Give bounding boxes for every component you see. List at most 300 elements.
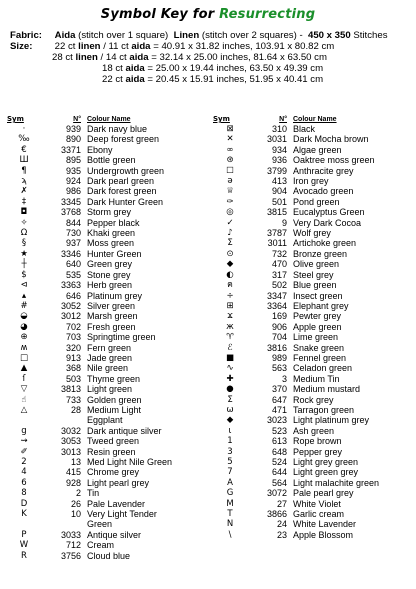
color-name: Dark pearl green [87,176,155,187]
fabric-aida-note: (stitch over 1 square) [78,30,169,41]
color-name: Light grey green [293,457,359,467]
color-name: Storm grey [87,207,132,218]
symbol-cell: △ [20,404,28,415]
table-row [7,551,207,561]
color-number-cell: 3033 [60,529,81,540]
table-row [7,280,207,290]
color-number-cell: 732 [271,248,287,259]
color-name-cell [87,166,207,176]
color-name-cell [293,291,413,301]
color-name: Medium Light [87,404,142,415]
color-number-cell: 3 [281,373,287,384]
symbol-cell: Σ [227,394,233,405]
symbol-cell: ✗ [20,186,28,197]
color-name: Med Light Nile Green [87,457,173,467]
color-name: Resin green [87,446,136,457]
color-name-cell [87,176,207,186]
fabric-stitches: 450 x 350 [308,30,351,41]
page-title [0,7,416,22]
symbol-key-table-left [7,115,207,561]
color-number-cell: 986 [65,186,81,197]
table-row [7,447,207,457]
color-number-cell: 524 [271,457,287,467]
table-row [7,207,207,217]
color-name: Fern green [87,342,132,353]
color-number-cell: 317 [271,269,287,280]
color-name: Chrome grey [87,467,140,478]
color-number-cell: 563 [271,363,287,374]
color-name-cell [87,301,207,311]
color-name-cell [87,134,207,144]
symbol-cell: ◘ [20,207,28,218]
color-number-cell: 370 [271,384,287,395]
color-name-cell [293,426,413,436]
color-number-cell: 3787 [266,228,287,239]
table-row [213,457,413,467]
color-number-cell: 564 [271,477,287,488]
table-row [213,530,413,540]
table-row [213,395,413,405]
color-name: Artichoke green [293,238,357,249]
color-number-cell: 646 [65,290,81,301]
color-number-cell: 3371 [60,144,81,155]
table-row [7,457,207,467]
color-number-cell: 704 [271,332,287,343]
color-number-cell: 3013 [60,446,81,457]
color-name-cell [293,499,413,509]
size-line-1 [10,41,334,52]
symbol-cell: ┼ [21,259,27,270]
size-fabric2: aida [125,74,145,85]
color-name: Deep forest green [87,134,160,145]
color-name: Lime green [293,332,339,343]
symbol-cell: G [226,488,234,499]
color-name: Dark Hunter Green [87,196,164,207]
color-number-cell: 310 [271,124,287,134]
symbol-cell: ✑ [226,196,234,207]
color-name-cell [87,238,207,248]
color-name-cell [293,166,413,176]
color-name: Undergrowth green [87,165,165,176]
color-name: Celadon green [293,363,353,374]
color-name: Apple green [293,321,342,332]
color-name-cell [293,384,413,394]
color-name: Rope brown [293,436,342,447]
color-name-cell [293,436,413,446]
color-number-cell: 24 [276,519,287,530]
color-number-cell: 890 [65,134,81,145]
color-name-cell [87,280,207,290]
table-row [213,519,413,529]
color-number-cell: 913 [65,352,81,363]
color-name: Tin [87,488,100,499]
table-row [7,478,207,488]
color-number-cell: 169 [271,311,287,322]
symbol-cell: ♕ [226,186,234,197]
color-number-cell: 3012 [60,311,81,322]
color-number-cell: 3816 [266,342,287,353]
symbol-cell: ◎ [226,207,234,218]
color-number-cell: 535 [65,269,81,280]
table-row [213,155,413,165]
color-name-cell [293,519,413,529]
color-name: Tarragon green [293,404,355,415]
symbol-cell: ✚ [226,373,234,384]
color-name-cell [293,415,413,425]
table-row [7,332,207,342]
color-name: Springtime green [87,332,156,343]
color-name: Green grey [87,259,133,270]
color-name-cell [87,228,207,238]
color-number-cell: 501 [271,196,287,207]
symbol-cell: ♪ [227,228,233,239]
size-dims: = 32.14 x 25.00 inches, 81.64 x 63.50 cm [151,52,327,63]
size-fabric: linen [78,41,101,52]
table-row [213,134,413,144]
color-name-cell [87,467,207,477]
fabric-line [10,30,388,41]
symbol-cell: ⊙ [226,248,234,259]
color-name-cell [87,530,207,540]
size-line-4 [102,74,323,85]
color-name-cell [293,197,413,207]
size-line-3 [102,63,323,74]
symbol-cell: N [226,519,234,530]
symbol-cell: 5 [227,457,233,467]
color-name: Antique silver [87,529,142,540]
symbol-cell: ▽ [20,384,28,395]
color-name: Fennel green [293,352,347,363]
table-row [213,249,413,259]
header-name: Colour Name [293,116,337,123]
symbol-cell: ✕ [226,134,234,145]
color-name: Ash green [293,425,335,436]
color-number-cell: 3756 [60,550,81,561]
color-number-cell: 989 [271,352,287,363]
symbol-cell: 6 [21,477,27,488]
color-name: Marsh green [87,311,138,322]
table-row [7,301,207,311]
color-name: Snake green [293,342,345,353]
color-name: Dark navy blue [87,124,148,134]
color-name: Insect green [293,290,343,301]
color-name-cell [293,238,413,248]
color-name: Ebony [87,144,113,155]
table-row [7,374,207,384]
table-header-row [7,115,207,124]
color-name-cell [87,436,207,446]
color-name-cell [87,145,207,155]
table-row [213,197,413,207]
table-row [7,145,207,155]
table-row [213,270,413,280]
symbol-cell: ʍ [20,342,28,353]
color-number-cell: 471 [271,404,287,415]
symbol-cell: ⊲ [20,280,28,291]
table-row [213,291,413,301]
table-row [213,436,413,446]
color-name: Light green [87,384,133,395]
color-name: Silver green [87,300,136,311]
color-number-cell: 9 [281,217,287,228]
color-name-cell [293,467,413,477]
color-name: Tweed green [87,436,140,447]
color-name: Pepper black [87,217,140,228]
color-name: Garlic cream [293,509,345,520]
table-row [7,363,207,373]
color-name: Medium Tin [293,373,340,384]
color-name-cell [87,363,207,373]
symbol-cell: ⊕ [20,332,28,343]
color-name: Pewter grey [293,311,342,322]
symbol-cell: 8 [21,488,27,499]
symbol-cell: \ [228,529,232,540]
color-name: Black [293,124,316,134]
color-number-cell: 503 [65,373,81,384]
title-prefix: Symbol Key for [100,7,215,22]
symbol-cell: ☐ [226,165,234,176]
table-row [7,343,207,353]
symbol-cell: ‡ [21,196,27,207]
symbol-cell: § [21,238,27,249]
color-name-cell [87,499,207,509]
color-name-cell [87,353,207,363]
table-row [213,301,413,311]
symbol-cell: ◐ [226,269,234,280]
table-row [7,291,207,301]
color-number-cell: 733 [65,394,81,405]
color-name: Pepper grey [293,446,343,457]
color-number-cell: 844 [65,217,81,228]
color-name-cell [293,145,413,155]
size-dims: = 20.45 x 15.91 inches, 51.95 x 40.41 cm [147,74,324,85]
color-name: Pale Lavender [87,498,146,509]
symbol-cell: W [19,540,29,551]
color-number-cell: 3032 [60,425,81,436]
color-number-cell: 647 [271,394,287,405]
color-number-cell: 3345 [60,196,81,207]
size-line-2 [52,52,327,63]
color-name: Jade green [87,352,133,363]
color-number-cell: 3052 [60,300,81,311]
table-row [7,467,207,477]
table-row [7,270,207,280]
color-number-cell: 613 [271,436,287,447]
color-name-cell [293,343,413,353]
table-row [7,238,207,248]
color-name: Light pearl grey [87,477,150,488]
fabric-label: Fabric: [10,30,42,41]
color-number-cell: 3364 [266,300,287,311]
table-row [7,436,207,446]
symbol-cell: A [227,477,233,488]
table-row [213,509,413,519]
color-name: Iron grey [293,176,329,187]
color-name: Wolf grey [293,228,331,239]
color-number-cell: 939 [65,124,81,134]
size-rest: / 11 ct [103,41,129,52]
color-name-continued: Eggplant [87,415,123,426]
color-name: Stone grey [87,269,131,280]
color-name-cell [293,332,413,342]
header-name: Colour Name [87,116,131,123]
color-name: Dark forest green [87,186,157,197]
size-fabric: linen [75,52,98,63]
color-number-cell: 2 [75,488,81,499]
table-row [7,197,207,207]
symbol-cell: ▴ [21,290,27,301]
table-row [7,384,207,394]
size-rest: 22 ct [102,74,123,85]
table-row [7,155,207,165]
color-name-cell [293,488,413,498]
symbol-cell: ◕ [20,321,28,332]
color-name-cell [87,457,207,467]
color-number-cell: 27 [276,498,287,509]
symbol-cell: 1 [227,436,233,447]
symbol-cell: Σ [227,238,233,249]
symbol-cell: ℰ [227,342,233,353]
table-row [7,509,207,530]
symbol-cell: ÷ [226,290,234,301]
table-row [213,280,413,290]
color-name-cell [293,134,413,144]
color-name-cell [293,395,413,405]
color-name: Bronze green [293,248,348,259]
symbol-cell: ■ [225,352,235,363]
table-header-row [213,115,413,124]
table-row [7,166,207,176]
table-row [7,322,207,332]
symbol-cell: ✧ [20,217,28,228]
color-number-cell: 3031 [266,134,287,145]
table-row [7,124,207,134]
color-number-cell: 906 [271,321,287,332]
table-row [213,499,413,509]
table-row [7,249,207,259]
color-name-cell [87,488,207,498]
table-row [7,134,207,144]
color-name-cell [87,259,207,269]
symbol-cell: Ω [20,228,28,239]
symbol-cell: 4 [21,467,27,478]
color-number-cell: 935 [65,165,81,176]
color-number-cell: 3768 [60,207,81,218]
color-name-cell [87,124,207,134]
color-number-cell: 415 [65,467,81,478]
symbol-cell: ¶ [21,165,27,176]
symbol-cell: ▲ [20,363,28,374]
symbol-cell: # [20,300,28,311]
color-name: Pale pearl grey [293,488,354,499]
color-name-cell [293,176,413,186]
color-number-cell: 3053 [60,436,81,447]
color-name-cell [293,353,413,363]
color-name-cell [87,270,207,280]
color-number-cell: 937 [65,238,81,249]
color-name-cell [87,197,207,207]
table-row [213,124,413,134]
color-name-cell [293,280,413,290]
color-name: Dark antique silver [87,425,162,436]
color-name-cell [87,155,207,165]
color-name-continued: Green [87,519,113,530]
color-number-cell: 936 [271,155,287,166]
color-name-cell [87,291,207,301]
color-name: Fresh green [87,321,136,332]
symbol-cell: ◆ [226,415,234,426]
symbol-cell: $ [21,269,27,280]
color-name-cell [293,124,413,134]
size-rest: 18 ct [102,63,123,74]
color-name-cell [87,551,207,561]
symbol-cell: ж [226,321,234,332]
color-name: Very Dark Cocoa [293,217,362,228]
color-name: Apple Blossom [293,529,354,540]
color-name: Algae green [293,144,342,155]
color-name: Pond green [293,196,340,207]
table-row [213,447,413,457]
color-name: Eucalyptus Green [293,207,365,218]
color-number-cell: 523 [271,425,287,436]
color-name: Blue green [293,280,337,291]
color-number-cell: 702 [65,321,81,332]
color-number-cell: 368 [65,363,81,374]
table-row [213,145,413,155]
symbol-cell: R [21,550,27,561]
color-number-cell: 320 [65,342,81,353]
color-name-cell [293,405,413,415]
symbol-cell: ค [227,280,233,291]
color-number-cell: 3072 [266,488,287,499]
table-row [213,353,413,363]
color-name-cell [293,457,413,467]
color-number-cell: 904 [271,186,287,197]
table-row [7,426,207,436]
symbol-key-table-right [213,115,413,540]
color-name-cell [87,426,207,436]
table-row [7,311,207,321]
color-name: Very Light Tender [87,509,157,520]
header-sym: Sym [213,115,230,123]
color-number-cell: 3815 [266,207,287,218]
color-name-cell [293,270,413,280]
color-name: Olive green [293,259,340,270]
size-dims: = 25.00 x 19.44 inches, 63.50 x 49.39 cm [147,63,324,74]
color-number-cell: 3799 [266,165,287,176]
table-row [213,426,413,436]
color-name-cell [293,207,413,217]
color-name-cell [87,405,207,426]
table-row [7,218,207,228]
table-body-right [213,124,413,540]
symbol-cell: ✐ [20,446,28,457]
symbol-cell: ∞ [226,144,234,155]
header-sym: Sym [7,115,24,123]
size-label: Size: [10,41,33,52]
color-number-cell: 413 [271,176,287,187]
size-dims: = 40.91 x 31.82 inches, 103.91 x 80.82 cm [153,41,335,52]
color-name: Avocado green [293,186,354,197]
color-name-cell [87,374,207,384]
symbol-cell: ɩ [228,425,232,436]
color-name-cell [87,207,207,217]
color-name: Cloud blue [87,550,131,561]
size-pre: 22 ct [54,41,76,52]
symbol-cell: 7 [227,467,233,478]
symbol-cell: ϡ [21,176,27,187]
fabric-linen-note: (stitch over 2 squares) - [201,30,303,41]
